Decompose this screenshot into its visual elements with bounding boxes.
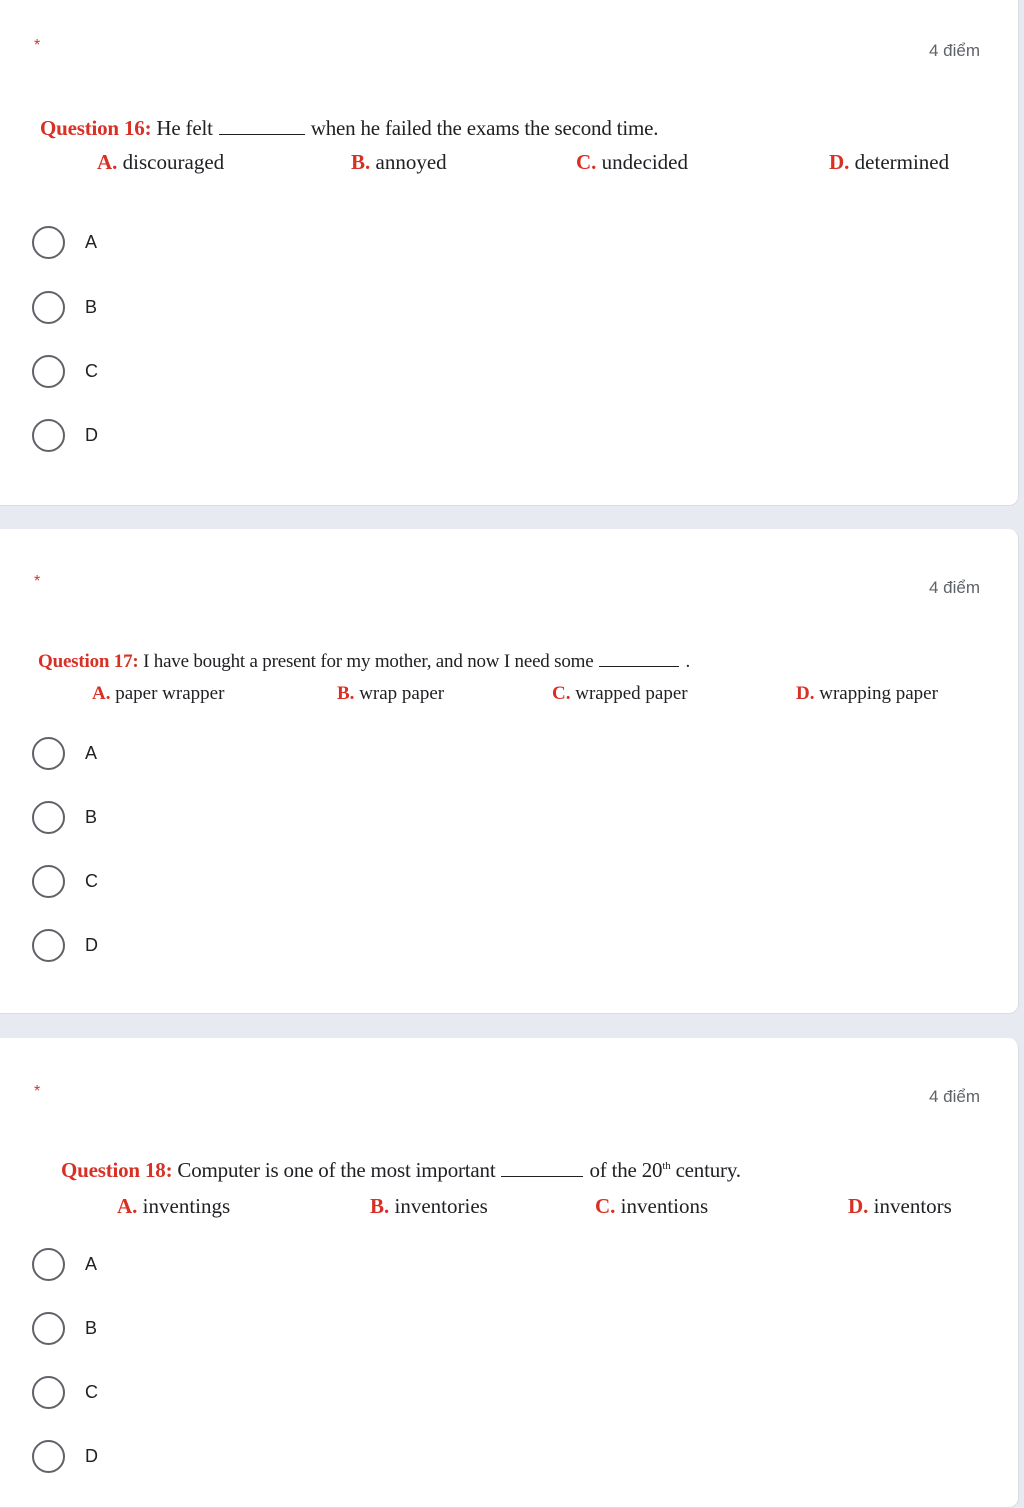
points-label: 4 điểm [928,1087,980,1106]
radio-option-b[interactable] [32,800,97,834]
choice-letter: D. [848,1194,869,1218]
choice-letter: B. [337,683,355,704]
choice-letter: A. [117,1194,138,1218]
points-label: 4 điểm [928,41,980,60]
choice-text: wrap paper [359,683,445,704]
radio-option-a[interactable] [32,736,97,770]
radio-circle[interactable] [32,226,65,259]
radio-option-c[interactable] [32,864,98,898]
radio-circle[interactable] [32,801,65,834]
radio-label: B [85,296,98,317]
radio-circle[interactable] [32,1376,65,1409]
question-stem-after: when he failed the exams the second time. [310,116,659,140]
radio-label: A [85,742,98,763]
question-text [61,1158,741,1183]
choice-a [97,150,224,175]
radio-label: D [85,934,98,955]
choice-c [552,683,688,705]
choice-text: paper wrapper [115,683,225,704]
question-card-16 [0,0,1019,506]
choice-letter: C. [552,683,571,704]
choice-letter: B. [351,150,371,174]
radio-label: C [85,870,98,891]
radio-option-c[interactable] [32,1375,98,1409]
choice-letter: B. [370,1194,390,1218]
radio-label: B [85,1317,98,1338]
radio-circle[interactable] [32,419,65,452]
radio-label: D [85,424,98,445]
radio-label: A [85,231,98,252]
choice-letter: C. [595,1194,616,1218]
choice-text: undecided [601,150,688,174]
choice-text: inventories [394,1194,488,1218]
radio-circle[interactable] [32,1312,65,1345]
choice-text: annoyed [375,150,447,174]
radio-label: C [85,360,98,381]
choice-d [796,683,938,705]
radio-circle[interactable] [32,355,65,388]
choice-text: wrapping paper [819,683,938,704]
question-stem-before: He felt [156,116,213,140]
points-label: 4 điểm [928,578,980,597]
choice-d [829,150,949,175]
ordinal-suffix: th [662,1160,671,1172]
radio-option-c[interactable] [32,354,98,388]
choice-text: discouraged [122,150,225,174]
answer-blank [219,134,305,135]
radio-circle[interactable] [32,1248,65,1281]
choice-text: inventors [873,1194,952,1218]
question-card-18 [0,1038,1019,1508]
radio-option-a[interactable] [32,225,97,259]
question-stem-end: century. [675,1158,741,1182]
radio-option-a[interactable] [32,1247,97,1281]
choice-letter: D. [829,150,850,174]
choice-text: inventions [620,1194,709,1218]
radio-circle[interactable] [32,865,65,898]
choice-b [351,150,447,175]
choice-letter: A. [92,683,111,704]
radio-option-d[interactable] [32,418,98,452]
radio-option-d[interactable] [32,928,98,962]
radio-label: C [85,1381,98,1402]
question-number: Question 17: [38,651,139,672]
radio-label: B [85,806,98,827]
answer-blank [501,1176,583,1177]
choice-b [370,1194,488,1219]
question-text [38,651,690,673]
choice-d [848,1194,952,1219]
radio-circle[interactable] [32,929,65,962]
question-stem-before: I have bought a present for my mother, and now I need some [143,651,594,672]
radio-circle[interactable] [32,291,65,324]
choice-letter: D. [796,683,815,704]
radio-option-b[interactable] [32,290,97,324]
choice-text: wrapped paper [575,683,688,704]
choice-a [92,683,224,705]
choice-a [117,1194,230,1219]
radio-circle[interactable] [32,1440,65,1473]
choice-letter: A. [97,150,118,174]
radio-label: D [85,1445,98,1466]
required-asterisk: * [34,573,41,590]
question-text [40,116,658,141]
question-number: Question 18: [61,1158,173,1182]
radio-circle[interactable] [32,737,65,770]
answer-blank [599,666,679,667]
choice-c [595,1194,708,1219]
choice-b [337,683,444,705]
radio-label: A [85,1253,98,1274]
question-stem-after: of the 20 [589,1158,663,1182]
question-card-17 [0,529,1019,1014]
choice-c [576,150,688,175]
required-asterisk: * [34,1083,41,1100]
question-number: Question 16: [40,116,152,140]
radio-option-d[interactable] [32,1439,98,1473]
radio-option-b[interactable] [32,1311,97,1345]
choice-text: inventings [142,1194,231,1218]
required-asterisk: * [34,37,41,54]
choice-letter: C. [576,150,597,174]
question-stem-after: . [685,651,691,672]
question-stem-before: Computer is one of the most important [177,1158,496,1182]
choice-text: determined [854,150,950,174]
